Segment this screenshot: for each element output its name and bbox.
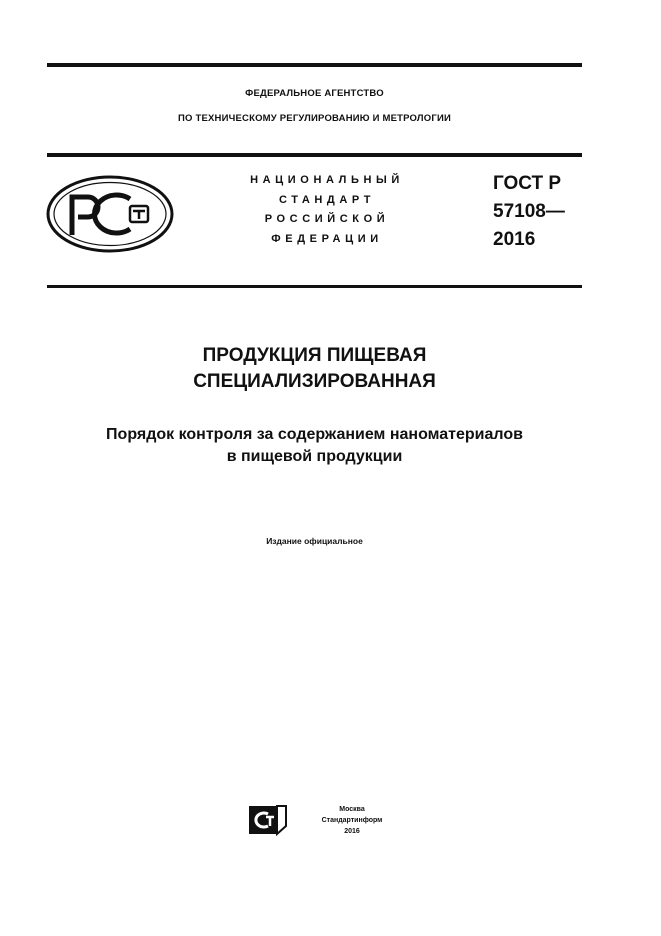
standard-line-1: НАЦИОНАЛЬНЫЙ	[250, 174, 404, 186]
publisher-name: Стандартинформ	[321, 817, 383, 824]
edition-label: Издание официальное	[266, 536, 363, 546]
standard-line-2: СТАНДАРТ	[278, 193, 376, 206]
publisher-year: 2016	[344, 828, 360, 835]
header-rule	[47, 153, 582, 157]
subtitle-line-1: Порядок контроля за содержанием наноматериалов	[106, 426, 523, 443]
gost-designation	[493, 170, 565, 254]
standard-line-4: ФЕДЕРАЦИИ	[271, 232, 383, 245]
agency-name-line1: ФЕДЕРАЛЬНОЕ АГЕНТСТВО	[245, 88, 384, 99]
publisher-info	[312, 804, 392, 837]
subtitle-line-2: в пищевой продукции	[226, 448, 403, 465]
section-rule	[47, 285, 582, 288]
standartinform-logo-icon	[248, 804, 288, 836]
document-title	[47, 343, 582, 395]
title-line-2: СПЕЦИАЛИЗИРОВАННАЯ	[193, 371, 436, 392]
agency-name-line2: ПО ТЕХНИЧЕСКОМУ РЕГУЛИРОВАНИЮ И МЕТРОЛОГИИ	[178, 113, 451, 124]
publisher-city: Москва	[339, 806, 365, 813]
gost-line-2: 57108—	[493, 201, 565, 222]
standard-line-3: РОССИЙСКОЙ	[264, 213, 390, 225]
title-line-1: ПРОДУКЦИЯ ПИЩЕВАЯ	[202, 345, 427, 366]
document-subtitle	[47, 424, 582, 468]
gost-line-1: ГОСТ Р	[493, 173, 562, 194]
top-rule	[47, 63, 582, 67]
rst-certification-logo-icon	[44, 173, 176, 255]
gost-line-3: 2016	[493, 229, 536, 250]
national-standard-label	[232, 171, 422, 249]
